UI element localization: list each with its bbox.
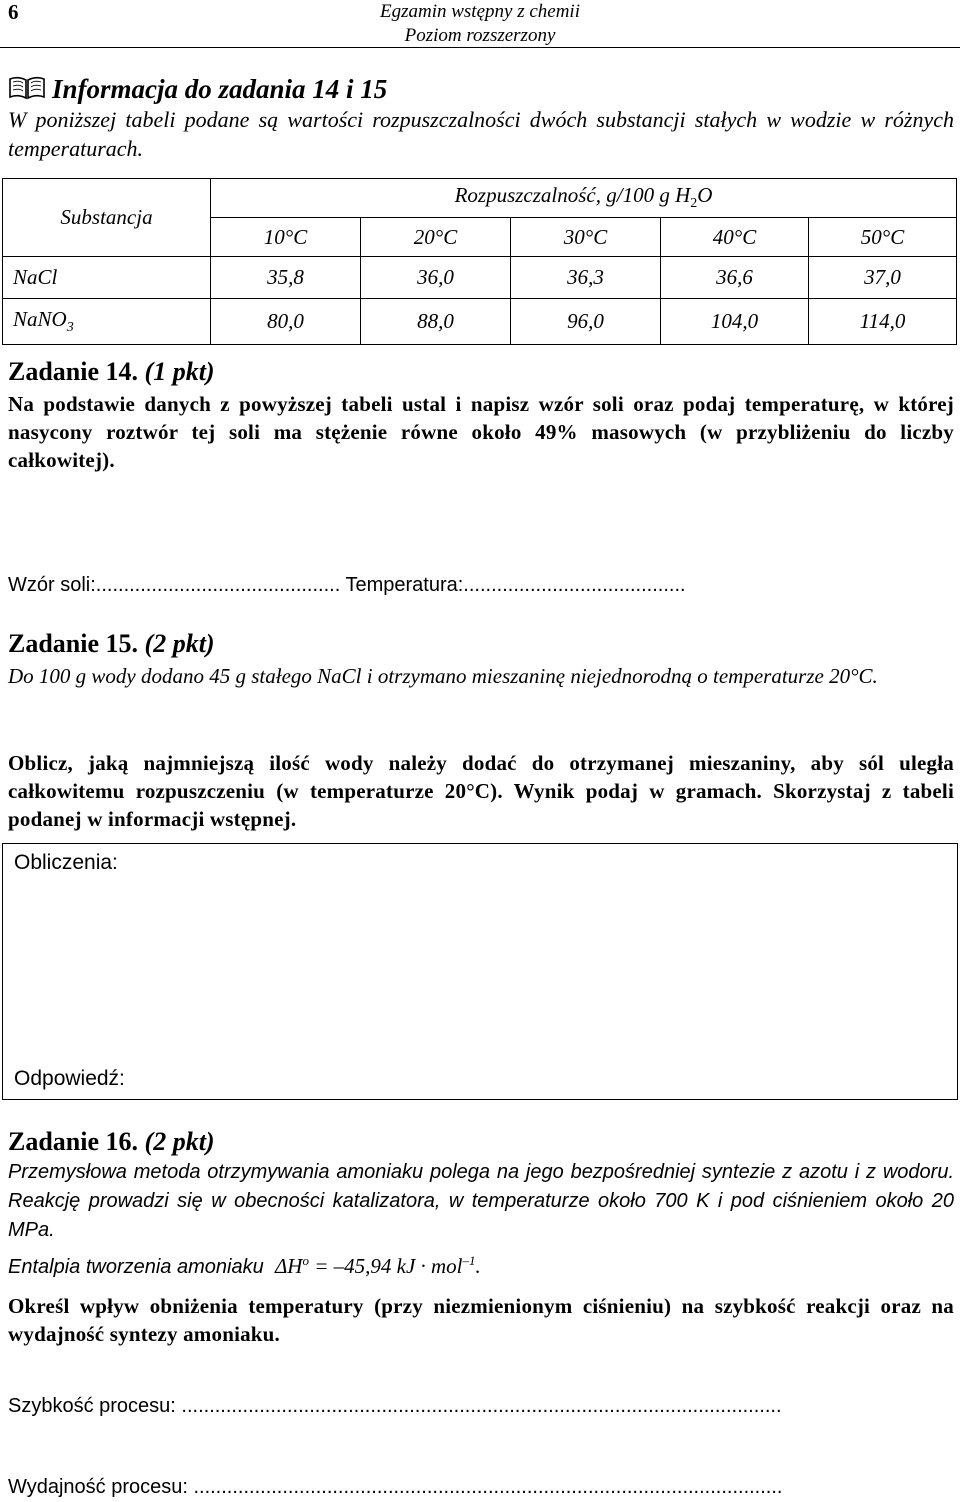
info-heading [8, 72, 387, 109]
info-title: Informacja do zadania 14 i 15 [52, 74, 388, 104]
calculation-box[interactable] [2, 843, 958, 1100]
temperature-cell: 20°C [361, 218, 511, 257]
task15-title: Zadanie 15. [8, 629, 139, 658]
table-cell: 80,0 [211, 299, 361, 345]
page-header [370, 0, 590, 48]
answer-label: Odpowiedź: [14, 1067, 125, 1090]
table-cell: 114,0 [809, 299, 957, 345]
enthalpy-symbol: ΔH [274, 1254, 303, 1278]
task14-answer-line: Wzór soli:............................................ Temperatura:........................................ [8, 574, 686, 596]
task14-title: Zadanie 14. [8, 357, 139, 386]
task16-title: Zadanie 16. [8, 1127, 139, 1156]
enthalpy-superscript: o [302, 1253, 309, 1268]
task16-enthalpy [8, 1246, 481, 1282]
exam-level: Poziom rozszerzony [404, 25, 556, 46]
table-row [3, 257, 957, 299]
task14-heading [8, 356, 215, 388]
task15-command: Oblicz, jaką najmniejszą ilość wody należy dodać do otrzymanej mieszaniny, aby sól uległa całkowitemu rozpuszczeniu (w temperaturze 20°C). Wynik podaj w gramach. Skorzystaj z tabeli podanej w informacji wstępnej. [8, 751, 954, 831]
enthalpy-exponent: –1 [462, 1253, 476, 1268]
task16-points: (2 pkt) [144, 1127, 215, 1156]
temperature-cell: 50°C [809, 218, 957, 257]
solubility-header-sub: 2 [690, 196, 698, 212]
task15-points: (2 pkt) [144, 629, 215, 658]
temperature-cell: 30°C [511, 218, 661, 257]
task16-heading [8, 1126, 215, 1158]
substance-header: Substancja [3, 179, 211, 257]
substance-name [3, 299, 211, 345]
page-number: 6 [8, 0, 19, 24]
substance-formula: NaCl [13, 265, 58, 289]
table-cell: 104,0 [661, 299, 809, 345]
info-text: W poniższej tabeli podane są wartości rozpuszczalności dwóch substancji stałych w wodzie w różnych temperaturach. [8, 107, 954, 161]
solubility-table [2, 178, 957, 345]
task16-intro: Przemysłowa metoda otrzymywania amoniaku polega na jego bezpośredniej syntezie z azotu i z wodoru. Reakcję prowadzi się w obecności katalizatora, w temperaturze około 700 K i pod ciśnieniem około 20 MPa. [8, 1161, 954, 1241]
table-cell: 37,0 [809, 257, 957, 299]
enthalpy-value: = –45,94 kJ · mol [308, 1254, 463, 1278]
solubility-header-text: Rozpuszczalność, g/100 g H [454, 183, 691, 208]
task16-command: Określ wpływ obniżenia temperatury (przy niezmienionym ciśnieniu) na szybkość reakcji oraz na wydajność syntezy amoniaku. [8, 1294, 954, 1346]
task14-command: Na podstawie danych z powyższej tabeli ustal i napisz wzór soli oraz podaj temperaturę, w której nasycony roztwór tej soli ma stężenie równe około 49% masowych (w przybliżeniu do liczby całkowitej). [8, 392, 954, 472]
temperature-cell: 10°C [211, 218, 361, 257]
task14-points: (1 pkt) [144, 357, 215, 386]
header-divider [0, 47, 960, 48]
speed-answer-line: Szybkość procesu: ............................................................................................................ [8, 1395, 782, 1417]
task15-intro: Do 100 g wody dodano 45 g stałego NaCl i otrzymano mieszaninę niejednorodną o temperaturze 20°C. [8, 664, 878, 688]
substance-name [3, 257, 211, 299]
temperature-cell: 40°C [661, 218, 809, 257]
substance-formula-sub: 3 [66, 320, 74, 336]
calculation-label: Obliczenia: [14, 851, 118, 874]
table-cell: 36,6 [661, 257, 809, 299]
enthalpy-label: Entalpia tworzenia amoniaku [8, 1256, 264, 1278]
table-row [3, 299, 957, 345]
substance-formula: NaNO [13, 306, 67, 331]
solubility-header [211, 179, 957, 218]
table-cell: 96,0 [511, 299, 661, 345]
book-icon [8, 75, 46, 109]
exam-title: Egzamin wstępny z chemii [379, 1, 580, 22]
table-cell: 36,3 [511, 257, 661, 299]
enthalpy-end: . [475, 1254, 481, 1278]
table-cell: 36,0 [361, 257, 511, 299]
solubility-header-end: O [697, 183, 713, 208]
table-cell: 88,0 [361, 299, 511, 345]
yield-answer-line: Wydajność procesu: .......................................................................................................... [8, 1476, 783, 1498]
table-cell: 35,8 [211, 257, 361, 299]
task15-heading [8, 628, 215, 660]
